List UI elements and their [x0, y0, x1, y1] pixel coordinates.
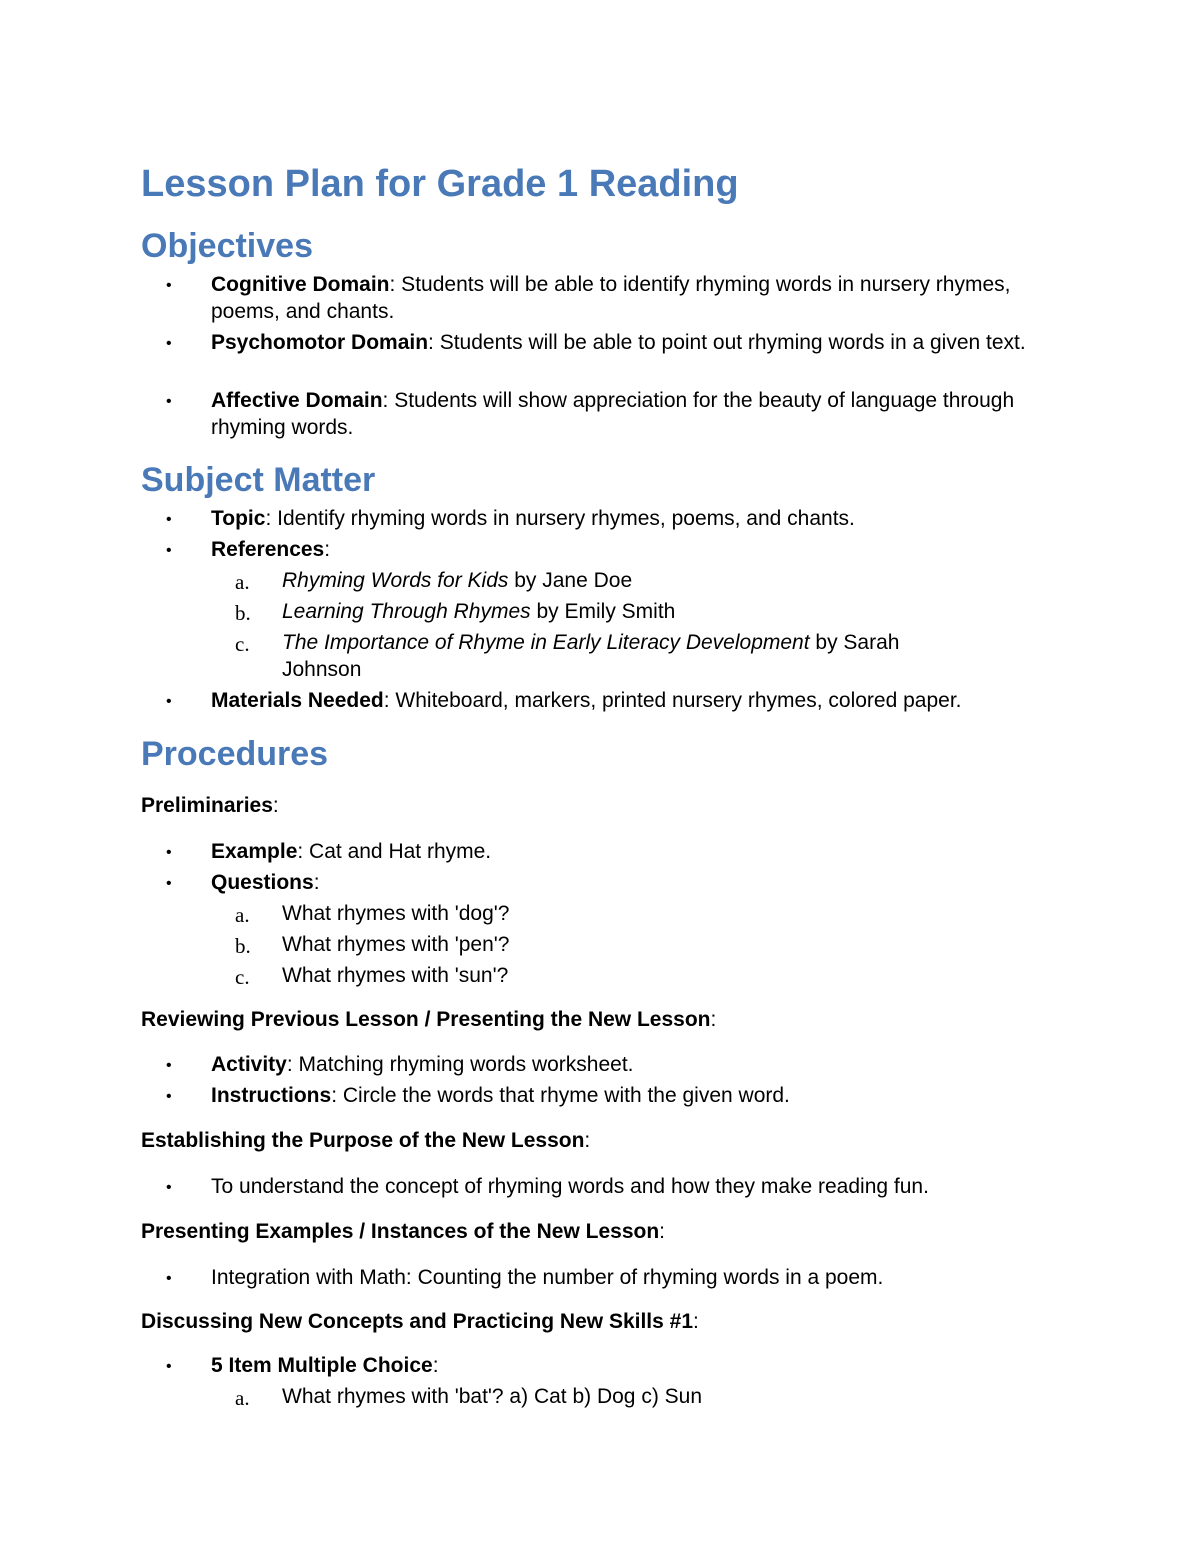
references-colon: : [324, 538, 331, 561]
section-title: Reviewing Previous Lesson / Presenting the New Lesson [141, 1008, 711, 1031]
reference-item [282, 567, 1022, 594]
instructions-label: Instructions [211, 1084, 332, 1107]
multiple-choice-item [211, 1352, 1041, 1379]
reference-author: by Jane Doe [508, 569, 633, 592]
objective-psychomotor [211, 329, 1041, 356]
materials-item [211, 687, 1111, 714]
section-title: Presenting Examples / Instances of the New Lesson [141, 1220, 660, 1243]
reference-title: The Importance of Rhyme in Early Literacy Development [282, 631, 810, 654]
questions-item [211, 869, 1041, 896]
question-item: What rhymes with 'pen'? [282, 933, 510, 956]
objective-text: : Students will be able to identify rhyming words in nursery rhymes, poems, and chants. [211, 273, 1011, 323]
objectives-heading: Objectives [141, 227, 313, 265]
list-marker: c. [235, 632, 250, 656]
instructions-item [211, 1082, 1041, 1109]
section-colon: : [272, 794, 279, 817]
reviewing-heading [141, 1006, 716, 1034]
list-marker: c. [235, 965, 250, 989]
bullet-icon: • [166, 1057, 172, 1074]
references-label: References [211, 538, 325, 561]
bullet-icon: • [166, 1270, 172, 1287]
multiple-choice-colon: : [432, 1354, 439, 1377]
preliminaries-heading [141, 792, 279, 820]
objective-label: Psychomotor Domain [211, 331, 429, 354]
bullet-icon: • [166, 1088, 172, 1105]
activity-label: Activity [211, 1053, 287, 1076]
objective-text: : Students will be able to point out rhyming words in a given text. [428, 331, 1026, 354]
activity-text: : Matching rhyming words worksheet. [286, 1053, 634, 1076]
question-item: What rhymes with 'sun'? [282, 964, 509, 987]
section-colon: : [693, 1310, 699, 1333]
bullet-icon: • [166, 693, 172, 710]
procedures-heading: Procedures [141, 735, 329, 773]
list-marker: a. [235, 570, 250, 594]
reference-item [282, 629, 982, 683]
questions-colon: : [313, 871, 320, 894]
objective-cognitive [211, 271, 1041, 325]
section-title: Preliminaries [141, 794, 273, 817]
bullet-icon: • [166, 875, 172, 892]
bullet-icon: • [166, 335, 172, 352]
examples-heading [141, 1218, 665, 1246]
objective-label: Affective Domain [211, 389, 383, 412]
activity-item [211, 1051, 1041, 1078]
topic-item [211, 505, 1041, 532]
example-text: : Cat and Hat rhyme. [297, 840, 492, 863]
topic-text: : Identify rhyming words in nursery rhymes, poems, and chants. [265, 507, 855, 530]
examples-item: Integration with Math: Counting the number of rhyming words in a poem. [211, 1266, 884, 1289]
reference-title: Learning Through Rhymes [282, 600, 531, 623]
bullet-icon: • [166, 844, 172, 861]
topic-label: Topic [211, 507, 266, 530]
section-colon: : [584, 1129, 591, 1152]
materials-text: : Whiteboard, markers, printed nursery rhymes, colored paper. [383, 689, 962, 712]
references-item [211, 536, 1041, 563]
page-title: Lesson Plan for Grade 1 Reading [141, 163, 739, 205]
reference-item [282, 598, 1022, 625]
purpose-item: To understand the concept of rhyming words and how they make reading fun. [211, 1175, 929, 1198]
list-marker: a. [235, 903, 250, 927]
reference-author: by Sarah Johnson [282, 631, 900, 681]
multiple-choice-question: What rhymes with 'bat'? a) Cat b) Dog c) Sun [282, 1385, 703, 1408]
section-colon: : [659, 1220, 666, 1243]
materials-label: Materials Needed [211, 689, 384, 712]
bullet-icon: • [166, 1358, 172, 1375]
section-title: Establishing the Purpose of the New Lesson [141, 1129, 585, 1152]
objective-affective [211, 387, 1041, 441]
list-marker: b. [235, 601, 251, 625]
list-marker: b. [235, 934, 251, 958]
bullet-icon: • [166, 277, 172, 294]
objective-label: Cognitive Domain [211, 273, 390, 296]
bullet-icon: • [166, 511, 172, 528]
bullet-icon: • [166, 1179, 172, 1196]
section-colon: : [710, 1008, 717, 1031]
instructions-text: : Circle the words that rhyme with the given word. [331, 1084, 790, 1107]
example-item [211, 838, 1041, 865]
section-title: Discussing New Concepts and Practicing New Skills #1 [141, 1310, 694, 1333]
bullet-icon: • [166, 393, 172, 410]
subject-matter-heading: Subject Matter [141, 461, 376, 499]
question-item: What rhymes with 'dog'? [282, 902, 510, 925]
bullet-icon: • [166, 542, 172, 559]
list-marker: a. [235, 1386, 250, 1410]
questions-label: Questions [211, 871, 314, 894]
reference-title: Rhyming Words for Kids [282, 569, 509, 592]
example-label: Example [211, 840, 298, 863]
purpose-heading [141, 1127, 590, 1155]
discussing-heading [141, 1308, 699, 1336]
reference-author: by Emily Smith [530, 600, 676, 623]
objective-text: : Students will show appreciation for the beauty of language through rhyming words. [211, 389, 1015, 439]
multiple-choice-label: 5 Item Multiple Choice [211, 1354, 433, 1377]
